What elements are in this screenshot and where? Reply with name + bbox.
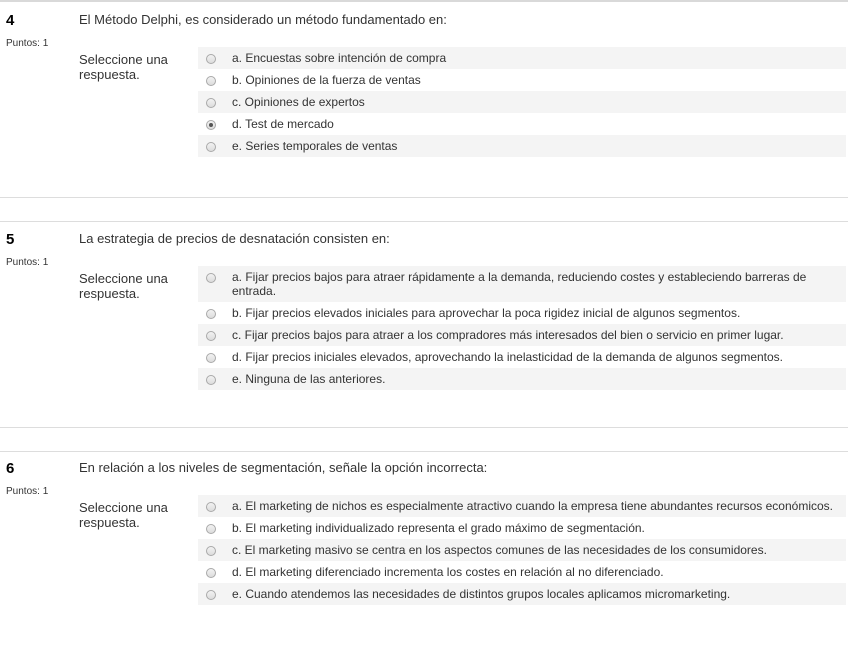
question-divider — [0, 451, 848, 452]
radio-button[interactable] — [206, 331, 216, 341]
radio-button[interactable] — [206, 54, 216, 64]
radio-button[interactable] — [206, 142, 216, 152]
radio-button[interactable] — [206, 502, 216, 512]
answer-option[interactable] — [198, 495, 846, 517]
answer-prompt: Seleccione una respuesta. — [79, 52, 168, 82]
answer-option-label[interactable]: d. Fijar precios iniciales elevados, aprovechando la inelasticidad de la demanda de algunos segmentos. — [232, 350, 784, 364]
answer-option[interactable] — [198, 135, 846, 157]
question-text: En relación a los niveles de segmentación, señale la opción incorrecta: — [79, 460, 488, 475]
answer-option-label[interactable]: e. Ninguna de las anteriores. — [232, 372, 386, 386]
question-points: Puntos: 1 — [6, 257, 49, 268]
radio-button[interactable] — [206, 273, 216, 283]
answer-option-label[interactable]: e. Cuando atendemos las necesidades de distintos grupos locales aplicamos micromarketing. — [232, 587, 731, 601]
radio-button[interactable] — [206, 568, 216, 578]
answer-option-label[interactable]: c. Opiniones de expertos — [232, 95, 365, 109]
answer-option[interactable] — [198, 302, 846, 324]
radio-button[interactable] — [206, 590, 216, 600]
answer-option-label[interactable]: a. Encuestas sobre intención de compra — [232, 51, 447, 65]
radio-button[interactable] — [206, 98, 216, 108]
question-points: Puntos: 1 — [6, 486, 49, 497]
radio-button[interactable] — [206, 353, 216, 363]
answer-list — [198, 266, 846, 390]
answer-option-label[interactable]: e. Series temporales de ventas — [232, 139, 398, 153]
answer-option-label[interactable]: b. Fijar precios elevados iniciales para aprovechar la poca rigidez inicial de algunos segmentos. — [232, 306, 741, 320]
answer-list — [198, 495, 846, 605]
answer-option-label[interactable]: d. El marketing diferenciado incrementa los costes en relación al no diferenciado. — [232, 565, 664, 579]
radio-button[interactable] — [206, 76, 216, 86]
radio-button[interactable] — [206, 375, 216, 385]
radio-button[interactable] — [206, 120, 216, 130]
answer-option[interactable] — [198, 517, 846, 539]
answer-option[interactable] — [198, 47, 846, 69]
answer-option[interactable] — [198, 266, 846, 302]
answer-option-label[interactable]: c. El marketing masivo se centra en los aspectos comunes de las necesidades de los consumidores. — [232, 543, 767, 557]
question-text: El Método Delphi, es considerado un método fundamentado en: — [79, 12, 447, 27]
question-divider — [0, 221, 848, 222]
answer-option[interactable] — [198, 368, 846, 390]
answer-option[interactable] — [198, 69, 846, 91]
question-points: Puntos: 1 — [6, 38, 49, 49]
question-divider — [0, 427, 848, 428]
top-divider — [0, 0, 848, 2]
answer-list — [198, 47, 846, 157]
answer-option-label[interactable]: c. Fijar precios bajos para atraer a los compradores más interesados del bien o servicio en primer lugar. — [232, 328, 784, 342]
answer-prompt: Seleccione una respuesta. — [79, 500, 168, 530]
answer-option-label[interactable]: b. Opiniones de la fuerza de ventas — [232, 73, 421, 87]
answer-option[interactable] — [198, 113, 846, 135]
answer-option[interactable] — [198, 539, 846, 561]
answer-option[interactable] — [198, 324, 846, 346]
question-number: 6 — [6, 460, 15, 477]
answer-option[interactable] — [198, 583, 846, 605]
answer-option-label[interactable]: a. Fijar precios bajos para atraer rápidamente a la demanda, reduciendo costes y estableciendo barreras de entrada. — [232, 270, 807, 298]
question-number: 5 — [6, 231, 15, 248]
answer-prompt: Seleccione una respuesta. — [79, 271, 168, 301]
answer-option[interactable] — [198, 561, 846, 583]
question-divider — [0, 197, 848, 198]
answer-option[interactable] — [198, 91, 846, 113]
question-text: La estrategia de precios de desnatación consisten en: — [79, 231, 390, 246]
radio-button[interactable] — [206, 524, 216, 534]
question-number: 4 — [6, 12, 15, 29]
answer-option-label[interactable]: a. El marketing de nichos es especialmente atractivo cuando la empresa tiene abundantes recursos económicos. — [232, 499, 834, 513]
answer-option-label[interactable]: b. El marketing individualizado representa el grado máximo de segmentación. — [232, 521, 645, 535]
answer-option-label[interactable]: d. Test de mercado — [232, 117, 334, 131]
answer-option[interactable] — [198, 346, 846, 368]
radio-button[interactable] — [206, 309, 216, 319]
radio-button[interactable] — [206, 546, 216, 556]
